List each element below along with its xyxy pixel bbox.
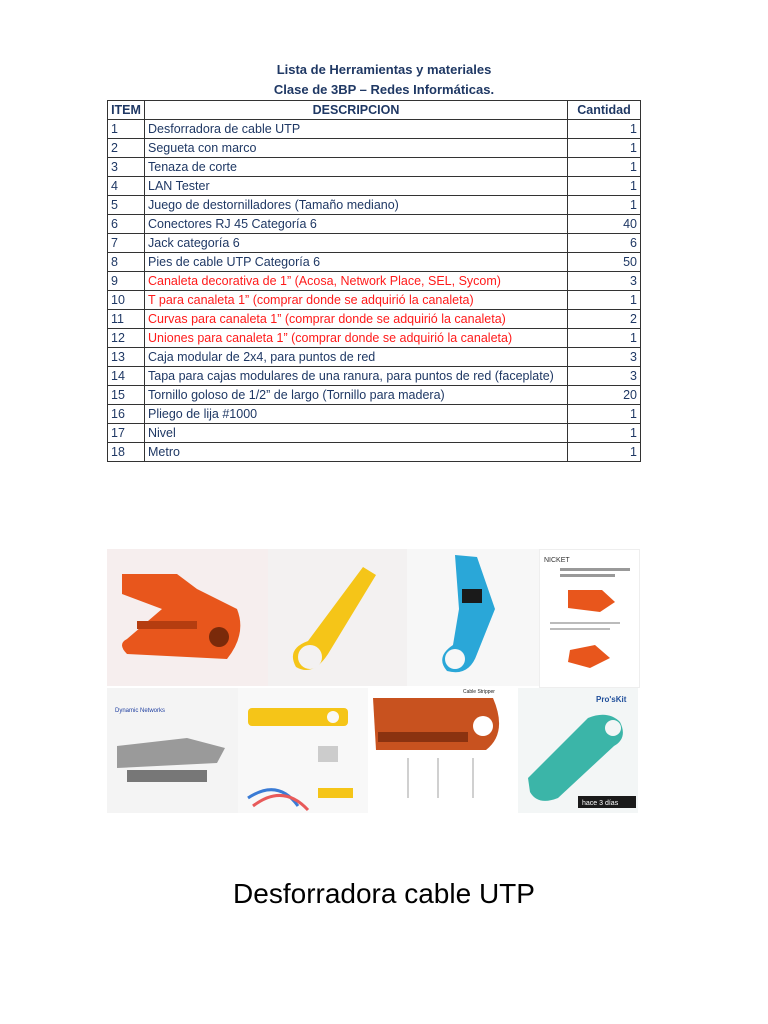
blue-cable-stripper-photo <box>407 549 539 686</box>
cable-stripper-label: Cable Stripper <box>463 689 495 695</box>
quantity-cell: 3 <box>568 272 641 291</box>
column-header-cantidad: Cantidad <box>568 101 641 120</box>
item-number-cell: 5 <box>108 196 145 215</box>
item-number-cell: 1 <box>108 120 145 139</box>
table-row <box>108 158 641 177</box>
description-cell: Tenaza de corte <box>145 158 568 177</box>
item-number-cell: 11 <box>108 310 145 329</box>
quantity-cell: 2 <box>568 310 641 329</box>
quantity-cell: 1 <box>568 177 641 196</box>
description-cell: T para canaleta 1” (comprar donde se adquirió la canaleta) <box>145 291 568 310</box>
description-cell: Desforradora de cable UTP <box>145 120 568 139</box>
quantity-cell: 3 <box>568 348 641 367</box>
page-subtitle: Clase de 3BP – Redes Informáticas. <box>273 82 495 97</box>
description-cell: Nivel <box>145 424 568 443</box>
table-row <box>108 177 641 196</box>
svg-text:NICKET: NICKET <box>544 557 570 564</box>
item-number-cell: 6 <box>108 215 145 234</box>
table-row <box>108 367 641 386</box>
item-number-cell: 15 <box>108 386 145 405</box>
description-cell: Curvas para canaleta 1” (comprar donde se adquirió la canaleta) <box>145 310 568 329</box>
description-cell: Segueta con marco <box>145 139 568 158</box>
quantity-cell: 1 <box>568 158 641 177</box>
description-cell: Juego de destornilladores (Tamaño mediano) <box>145 196 568 215</box>
description-cell: Canaleta decorativa de 1” (Acosa, Network Place, SEL, Sycom) <box>145 272 568 291</box>
description-cell: LAN Tester <box>145 177 568 196</box>
quantity-cell: 50 <box>568 253 641 272</box>
quantity-cell: 20 <box>568 386 641 405</box>
teal-cable-stripper-photo <box>518 688 638 813</box>
table-row <box>108 120 641 139</box>
photo-gallery <box>107 549 638 813</box>
table-row <box>108 139 641 158</box>
quantity-cell: 1 <box>568 120 641 139</box>
item-number-cell: 12 <box>108 329 145 348</box>
page-title: Lista de Herramientas y materiales <box>276 62 492 77</box>
item-number-cell: 9 <box>108 272 145 291</box>
orange-stripper-labeled-photo <box>368 688 518 813</box>
quantity-cell: 1 <box>568 196 641 215</box>
table-row <box>108 234 641 253</box>
quantity-cell: 3 <box>568 367 641 386</box>
quantity-cell: 1 <box>568 424 641 443</box>
product-sheet-photo <box>539 549 640 688</box>
yellow-cable-stripper-photo <box>268 549 407 686</box>
quantity-cell: 1 <box>568 405 641 424</box>
description-cell: Uniones para canaleta 1” (comprar donde se adquirió la canaleta) <box>145 329 568 348</box>
item-number-cell: 3 <box>108 158 145 177</box>
item-number-cell: 13 <box>108 348 145 367</box>
description-cell: Metro <box>145 443 568 462</box>
quantity-cell: 1 <box>568 329 641 348</box>
proskit-logo-text: Pro'sKit <box>596 695 627 704</box>
table-header-row <box>108 101 641 120</box>
table-row <box>108 215 641 234</box>
yellow-stripper-with-cables-photo <box>238 688 368 813</box>
quantity-cell: 1 <box>568 443 641 462</box>
description-cell: Caja modular de 2x4, para puntos de red <box>145 348 568 367</box>
table-row <box>108 405 641 424</box>
description-cell: Pliego de lija #1000 <box>145 405 568 424</box>
table-row <box>108 329 641 348</box>
orange-cable-stripper-photo <box>107 549 268 686</box>
table-row <box>108 310 641 329</box>
item-number-cell: 4 <box>108 177 145 196</box>
item-number-cell: 2 <box>108 139 145 158</box>
description-cell: Pies de cable UTP Categoría 6 <box>145 253 568 272</box>
table-row <box>108 253 641 272</box>
section-caption: Desforradora cable UTP <box>233 878 535 909</box>
table-row <box>108 272 641 291</box>
item-number-cell: 8 <box>108 253 145 272</box>
table-row <box>108 348 641 367</box>
item-number-cell: 10 <box>108 291 145 310</box>
description-cell: Jack categoría 6 <box>145 234 568 253</box>
quantity-cell: 1 <box>568 291 641 310</box>
table-row <box>108 196 641 215</box>
quantity-cell: 40 <box>568 215 641 234</box>
table-row <box>108 443 641 462</box>
column-header-descripcion: DESCRIPCION <box>145 101 568 120</box>
item-number-cell: 14 <box>108 367 145 386</box>
item-number-cell: 17 <box>108 424 145 443</box>
table-row <box>108 424 641 443</box>
gray-cable-stripper-photo <box>107 688 238 813</box>
tools-table <box>107 100 641 462</box>
description-cell: Tapa para cajas modulares de una ranura, para puntos de red (faceplate) <box>145 367 568 386</box>
table-row <box>108 291 641 310</box>
svg-text:Dynamic Networks: Dynamic Networks <box>115 708 166 714</box>
item-number-cell: 7 <box>108 234 145 253</box>
item-number-cell: 18 <box>108 443 145 462</box>
quantity-cell: 1 <box>568 139 641 158</box>
hace-3-dias-badge: hace 3 días <box>582 800 619 807</box>
description-cell: Tornillo goloso de 1/2” de largo (Tornillo para madera) <box>145 386 568 405</box>
description-cell: Conectores RJ 45 Categoría 6 <box>145 215 568 234</box>
item-number-cell: 16 <box>108 405 145 424</box>
quantity-cell: 6 <box>568 234 641 253</box>
column-header-item: ITEM <box>108 101 145 120</box>
table-row <box>108 386 641 405</box>
